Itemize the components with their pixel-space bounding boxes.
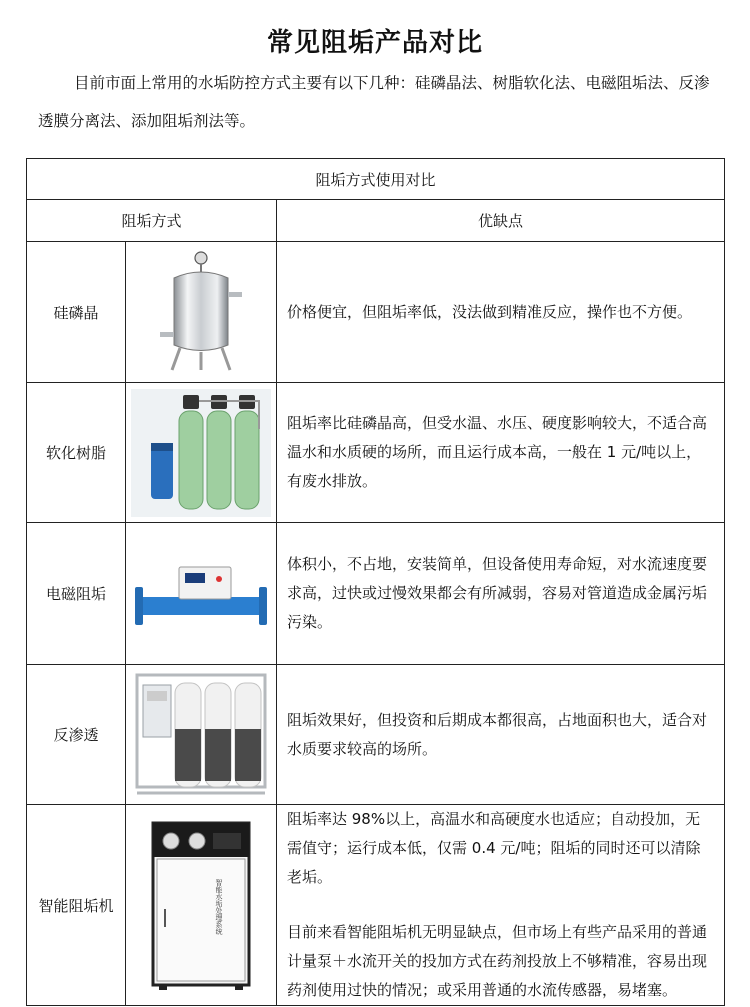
page-title: 常见阻垢产品对比	[266, 28, 483, 58]
electromagnetic-descaler-icon	[126, 523, 277, 665]
row-name: 硅磷晶	[27, 242, 126, 383]
smart-descaling-cabinet-icon	[126, 805, 277, 1006]
row-description	[277, 523, 725, 665]
intro-paragraph: 目前市面上常用的水垢防控方式主要有以下几种：硅磷晶法、树脂软化法、电磁阻垢法、反渗透膜分离法、添加阻垢剂法等。	[38, 74, 710, 130]
resin-softener-icon	[126, 383, 277, 523]
description-text: 阻垢效果好，但投资和后期成本都很高，占地面积也大，适合对水质要求较高的场所。	[287, 710, 708, 758]
table-row	[27, 523, 725, 665]
row-description	[277, 665, 725, 805]
reverse-osmosis-unit-icon	[126, 665, 277, 805]
description-text: 目前来看智能阻垢机无明显缺点，但市场上有些产品采用的普通计量泵＋水流开关的投加方式在药剂投放上不够精准，容易出现药剂使用过快的情况；或采用普通的水流传感器，易堵塞。	[287, 923, 708, 999]
row-name: 电磁阻垢	[27, 523, 126, 665]
header-method: 阻垢方式	[27, 200, 277, 242]
stainless-tank-icon	[126, 242, 277, 383]
header-pros-cons: 优缺点	[277, 200, 725, 242]
row-name: 软化树脂	[27, 383, 126, 523]
table-caption: 阻垢方式使用对比	[27, 159, 725, 200]
row-description	[277, 242, 725, 383]
description-text: 阻垢率比硅磷晶高，但受水温、水压、硬度影响较大，不适合高温水和水质硬的场所，而且运行成本高，一般在 1 元/吨以上，有废水排放。	[287, 414, 708, 490]
table-row	[27, 665, 725, 805]
table-row	[27, 805, 725, 1006]
row-description	[277, 805, 725, 1006]
comparison-table	[26, 158, 725, 1006]
description-text: 阻垢率达 98%以上，高温水和高硬度水也适应；自动投加，无需值守；运行成本低，仅需 0.4 元/吨；阻垢的同时还可以清除老垢。	[287, 810, 701, 886]
row-name: 智能阻垢机	[27, 805, 126, 1006]
row-name: 反渗透	[27, 665, 126, 805]
table-row	[27, 242, 725, 383]
cabinet-label: 智能水垢处理系统	[215, 879, 223, 935]
row-description	[277, 383, 725, 523]
description-text: 体积小，不占地，安装简单，但设备使用寿命短，对水流速度要求高，过快或过慢效果都会有所减弱，容易对管道造成金属污垢污染。	[287, 555, 708, 631]
description-text: 价格便宜，但阻垢率低，没法做到精准反应，操作也不方便。	[287, 302, 693, 321]
table-row	[27, 383, 725, 523]
